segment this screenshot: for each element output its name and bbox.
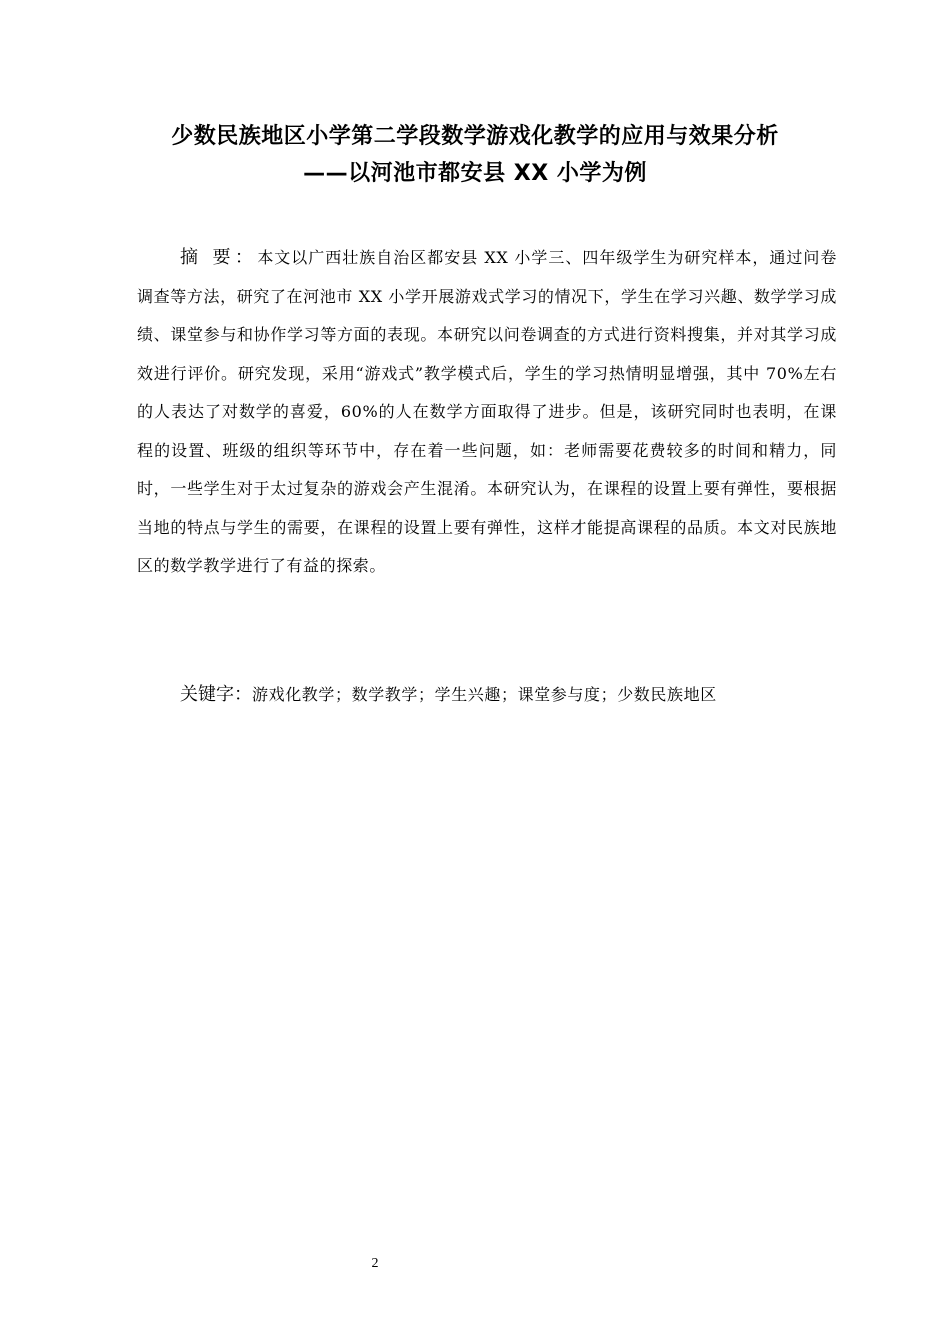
abstract-paragraph [137,239,837,586]
abstract-text: 本文以广西壮族自治区都安县 XX 小学三、四年级学生为研究样本，通过问卷调查等方法，研究了在河池市 XX 小学开展游戏式学习的情况下，学生在学习兴趣、数学学习成绩、课堂参与和协作学习等方面的表现。本研究以问卷调查的方式进行资料搜集，并对其学习成效进行评价。研究发现，采用“游戏式”教学模式后，学生的学习热情明显增强，其中 70%左右的人表达了对数学的喜爱，60%的人在数学方面取得了进步。但是，该研究同时也表明，在课程的设置、班级的组织等环节中，存在着一些问题，如：老师需要花费较多的时间和精力，同时，一些学生对于太过复杂的游戏会产生混淆。本研究认为，在课程的设置上要有弹性，要根据当地的特点与学生的需要，在课程的设置上要有弹性，这样才能提高课程的品质。本文对民族地区的数学教学进行了有益的探索。 [137,248,837,575]
keywords-text: 游戏化教学；数学教学；学生兴趣；课堂参与度；少数民族地区 [252,685,717,704]
page-number: 2 [371,1256,379,1271]
keywords-line [180,680,840,710]
keywords-label: 关键字： [180,684,252,705]
paper-subtitle: ——以河池市都安县 XX 小学为例 [303,161,647,186]
abstract-label: 摘 要： [180,247,258,268]
paper-title: 少数民族地区小学第二学段数学游戏化教学的应用与效果分析 [171,124,779,149]
